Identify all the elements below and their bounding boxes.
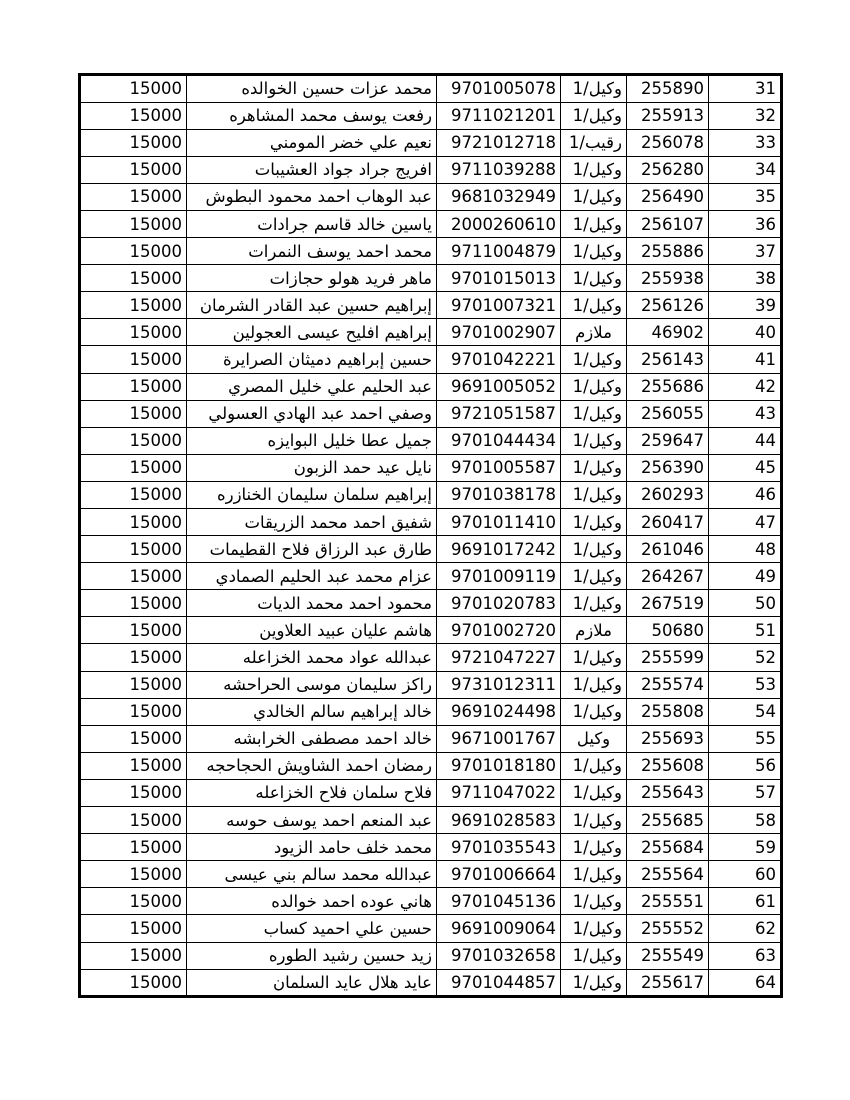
table-row (80, 969, 782, 997)
national-id-cell: 9701044434 (437, 427, 561, 454)
table-row (80, 454, 782, 481)
military-number-cell: 259647 (627, 427, 709, 454)
table-row (80, 671, 782, 698)
full-name-cell: شفيق احمد محمد الزريقات (187, 509, 437, 536)
rank-cell: وكيل/1 (561, 509, 627, 536)
full-name-cell: حسين علي احميد كساب (187, 915, 437, 942)
amount-cell: 15000 (80, 238, 187, 265)
full-name-cell: محمد احمد يوسف النمرات (187, 238, 437, 265)
full-name-cell: نايل عيد حمد الزبون (187, 454, 437, 481)
military-number-cell: 255890 (627, 75, 709, 103)
row-number-cell: 55 (709, 725, 782, 752)
table-row (80, 698, 782, 725)
amount-cell: 15000 (80, 183, 187, 210)
full-name-cell: راكز سليمان موسى الحراحشه (187, 671, 437, 698)
amount-cell: 15000 (80, 861, 187, 888)
rank-cell: وكيل/1 (561, 75, 627, 103)
military-number-cell: 255684 (627, 834, 709, 861)
row-number-cell: 59 (709, 834, 782, 861)
amount-cell: 15000 (80, 509, 187, 536)
roster-table-body (80, 75, 782, 997)
full-name-cell: ماهر فريد هولو حجازات (187, 265, 437, 292)
table-row (80, 779, 782, 806)
row-number-cell: 35 (709, 183, 782, 210)
amount-cell: 15000 (80, 752, 187, 779)
rank-cell: وكيل/1 (561, 942, 627, 969)
table-row (80, 590, 782, 617)
table-row (80, 563, 782, 590)
rank-cell: وكيل/1 (561, 915, 627, 942)
table-row (80, 509, 782, 536)
national-id-cell: 9701002907 (437, 319, 561, 346)
table-row (80, 238, 782, 265)
full-name-cell: إبراهيم حسين عبد القادر الشرمان (187, 292, 437, 319)
national-id-cell: 2000260610 (437, 210, 561, 237)
amount-cell: 15000 (80, 346, 187, 373)
national-id-cell: 9701042221 (437, 346, 561, 373)
full-name-cell: عبد الوهاب احمد محمود البطوش (187, 183, 437, 210)
full-name-cell: رفعت يوسف محمد المشاهره (187, 102, 437, 129)
amount-cell: 15000 (80, 915, 187, 942)
military-number-cell: 255564 (627, 861, 709, 888)
military-number-cell: 260417 (627, 509, 709, 536)
national-id-cell: 9671001767 (437, 725, 561, 752)
table-row (80, 617, 782, 644)
rank-cell: وكيل/1 (561, 834, 627, 861)
rank-cell: وكيل/1 (561, 969, 627, 997)
amount-cell: 15000 (80, 644, 187, 671)
full-name-cell: افريج جراد جواد العشيبات (187, 156, 437, 183)
amount-cell: 15000 (80, 834, 187, 861)
full-name-cell: ياسين خالد قاسم جرادات (187, 210, 437, 237)
full-name-cell: عزام محمد عبد الحليم الصمادي (187, 563, 437, 590)
amount-cell: 15000 (80, 888, 187, 915)
full-name-cell: عبد المنعم احمد يوسف حوسه (187, 807, 437, 834)
national-id-cell: 9701005078 (437, 75, 561, 103)
rank-cell: وكيل/1 (561, 210, 627, 237)
military-number-cell: 50680 (627, 617, 709, 644)
military-number-cell: 46902 (627, 319, 709, 346)
military-number-cell: 255551 (627, 888, 709, 915)
national-id-cell: 9691017242 (437, 536, 561, 563)
amount-cell: 15000 (80, 292, 187, 319)
table-row (80, 346, 782, 373)
military-number-cell: 267519 (627, 590, 709, 617)
table-row (80, 915, 782, 942)
military-number-cell: 256490 (627, 183, 709, 210)
table-row (80, 834, 782, 861)
amount-cell: 15000 (80, 481, 187, 508)
national-id-cell: 9711047022 (437, 779, 561, 806)
row-number-cell: 56 (709, 752, 782, 779)
row-number-cell: 41 (709, 346, 782, 373)
military-number-cell: 255552 (627, 915, 709, 942)
full-name-cell: جميل عطا خليل البوايزه (187, 427, 437, 454)
row-number-cell: 36 (709, 210, 782, 237)
rank-cell: وكيل/1 (561, 888, 627, 915)
row-number-cell: 33 (709, 129, 782, 156)
military-number-cell: 256107 (627, 210, 709, 237)
row-number-cell: 38 (709, 265, 782, 292)
military-number-cell: 255938 (627, 265, 709, 292)
full-name-cell: محمد عزات حسين الخوالده (187, 75, 437, 103)
table-row (80, 644, 782, 671)
table-row (80, 75, 782, 103)
amount-cell: 15000 (80, 454, 187, 481)
military-number-cell: 256390 (627, 454, 709, 481)
national-id-cell: 9701011410 (437, 509, 561, 536)
full-name-cell: عبدالله عواد محمد الخزاعله (187, 644, 437, 671)
amount-cell: 15000 (80, 536, 187, 563)
rank-cell: وكيل/1 (561, 292, 627, 319)
military-number-cell: 260293 (627, 481, 709, 508)
national-id-cell: 9701002720 (437, 617, 561, 644)
table-row (80, 942, 782, 969)
full-name-cell: إبراهيم افليح عيسى العجولين (187, 319, 437, 346)
rank-cell: وكيل/1 (561, 752, 627, 779)
roster-table (78, 73, 783, 998)
table-row (80, 156, 782, 183)
national-id-cell: 9691024498 (437, 698, 561, 725)
amount-cell: 15000 (80, 807, 187, 834)
table-row (80, 725, 782, 752)
table-row (80, 807, 782, 834)
national-id-cell: 9681032949 (437, 183, 561, 210)
national-id-cell: 9721047227 (437, 644, 561, 671)
military-number-cell: 255599 (627, 644, 709, 671)
rank-cell: وكيل/1 (561, 779, 627, 806)
amount-cell: 15000 (80, 156, 187, 183)
full-name-cell: محمود احمد محمد الديات (187, 590, 437, 617)
rank-cell: وكيل/1 (561, 644, 627, 671)
national-id-cell: 9701015013 (437, 265, 561, 292)
full-name-cell: عبد الحليم علي خليل المصري (187, 373, 437, 400)
full-name-cell: حسين إبراهيم دميثان الصرايرة (187, 346, 437, 373)
national-id-cell: 9701038178 (437, 481, 561, 508)
amount-cell: 15000 (80, 942, 187, 969)
amount-cell: 15000 (80, 427, 187, 454)
amount-cell: 15000 (80, 400, 187, 427)
full-name-cell: نعيم علي خضر المومني (187, 129, 437, 156)
rank-cell: وكيل/1 (561, 536, 627, 563)
table-row (80, 752, 782, 779)
rank-cell: وكيل/1 (561, 400, 627, 427)
full-name-cell: إبراهيم سلمان سليمان الخنازره (187, 481, 437, 508)
row-number-cell: 37 (709, 238, 782, 265)
military-number-cell: 256078 (627, 129, 709, 156)
military-number-cell: 261046 (627, 536, 709, 563)
full-name-cell: عبدالله محمد سالم بني عيسى (187, 861, 437, 888)
table-row (80, 427, 782, 454)
amount-cell: 15000 (80, 102, 187, 129)
row-number-cell: 64 (709, 969, 782, 997)
rank-cell: ملازم (561, 319, 627, 346)
military-number-cell: 255913 (627, 102, 709, 129)
rank-cell: وكيل/1 (561, 346, 627, 373)
rank-cell: وكيل/1 (561, 183, 627, 210)
military-number-cell: 255808 (627, 698, 709, 725)
table-row (80, 129, 782, 156)
full-name-cell: محمد خلف حامد الزيود (187, 834, 437, 861)
military-number-cell: 255693 (627, 725, 709, 752)
full-name-cell: فلاح سلمان فلاح الخزاعله (187, 779, 437, 806)
row-number-cell: 53 (709, 671, 782, 698)
national-id-cell: 9701009119 (437, 563, 561, 590)
row-number-cell: 32 (709, 102, 782, 129)
military-number-cell: 255608 (627, 752, 709, 779)
amount-cell: 15000 (80, 725, 187, 752)
row-number-cell: 34 (709, 156, 782, 183)
full-name-cell: خالد احمد مصطفى الخرابشه (187, 725, 437, 752)
amount-cell: 15000 (80, 969, 187, 997)
full-name-cell: زيد حسين رشيد الطوره (187, 942, 437, 969)
rank-cell: وكيل/1 (561, 156, 627, 183)
row-number-cell: 31 (709, 75, 782, 103)
amount-cell: 15000 (80, 210, 187, 237)
full-name-cell: هاشم عليان عبيد العلاوين (187, 617, 437, 644)
row-number-cell: 51 (709, 617, 782, 644)
row-number-cell: 62 (709, 915, 782, 942)
table-row (80, 888, 782, 915)
amount-cell: 15000 (80, 563, 187, 590)
row-number-cell: 63 (709, 942, 782, 969)
full-name-cell: طارق عبد الرزاق فلاح القطيمات (187, 536, 437, 563)
national-id-cell: 9721051587 (437, 400, 561, 427)
table-row (80, 183, 782, 210)
national-id-cell: 9701020783 (437, 590, 561, 617)
table-row (80, 373, 782, 400)
rank-cell: وكيل/1 (561, 373, 627, 400)
military-number-cell: 256280 (627, 156, 709, 183)
rank-cell: رقيب/1 (561, 129, 627, 156)
rank-cell: وكيل/1 (561, 807, 627, 834)
table-row (80, 400, 782, 427)
national-id-cell: 9691005052 (437, 373, 561, 400)
national-id-cell: 9701045136 (437, 888, 561, 915)
full-name-cell: وصفي احمد عبد الهادي العسولي (187, 400, 437, 427)
row-number-cell: 61 (709, 888, 782, 915)
full-name-cell: رمضان احمد الشاويش الحجاحجه (187, 752, 437, 779)
row-number-cell: 43 (709, 400, 782, 427)
row-number-cell: 39 (709, 292, 782, 319)
full-name-cell: هاني عوده احمد خوالده (187, 888, 437, 915)
national-id-cell: 9701006664 (437, 861, 561, 888)
national-id-cell: 9701018180 (437, 752, 561, 779)
row-number-cell: 57 (709, 779, 782, 806)
national-id-cell: 9721012718 (437, 129, 561, 156)
table-row (80, 861, 782, 888)
amount-cell: 15000 (80, 319, 187, 346)
row-number-cell: 45 (709, 454, 782, 481)
military-number-cell: 255574 (627, 671, 709, 698)
rank-cell: وكيل/1 (561, 102, 627, 129)
rank-cell: وكيل/1 (561, 563, 627, 590)
row-number-cell: 40 (709, 319, 782, 346)
table-row (80, 319, 782, 346)
rank-cell: وكيل/1 (561, 454, 627, 481)
rank-cell: وكيل/1 (561, 590, 627, 617)
military-number-cell: 255549 (627, 942, 709, 969)
row-number-cell: 54 (709, 698, 782, 725)
military-number-cell: 255617 (627, 969, 709, 997)
national-id-cell: 9701044857 (437, 969, 561, 997)
military-number-cell: 256126 (627, 292, 709, 319)
rank-cell: وكيل/1 (561, 861, 627, 888)
row-number-cell: 46 (709, 481, 782, 508)
full-name-cell: خالد إبراهيم سالم الخالدي (187, 698, 437, 725)
national-id-cell: 9701007321 (437, 292, 561, 319)
amount-cell: 15000 (80, 617, 187, 644)
table-row (80, 481, 782, 508)
amount-cell: 15000 (80, 671, 187, 698)
table-row (80, 102, 782, 129)
amount-cell: 15000 (80, 129, 187, 156)
military-number-cell: 255686 (627, 373, 709, 400)
row-number-cell: 50 (709, 590, 782, 617)
national-id-cell: 9731012311 (437, 671, 561, 698)
military-number-cell: 255685 (627, 807, 709, 834)
row-number-cell: 44 (709, 427, 782, 454)
rank-cell: وكيل/1 (561, 265, 627, 292)
rank-cell: وكيل/1 (561, 698, 627, 725)
rank-cell: ملازم (561, 617, 627, 644)
table-row (80, 265, 782, 292)
national-id-cell: 9711039288 (437, 156, 561, 183)
national-id-cell: 9701005587 (437, 454, 561, 481)
row-number-cell: 49 (709, 563, 782, 590)
table-row (80, 292, 782, 319)
row-number-cell: 52 (709, 644, 782, 671)
amount-cell: 15000 (80, 779, 187, 806)
amount-cell: 15000 (80, 590, 187, 617)
national-id-cell: 9691009064 (437, 915, 561, 942)
full-name-cell: عايد هلال عايد السلمان (187, 969, 437, 997)
amount-cell: 15000 (80, 75, 187, 103)
military-number-cell: 256055 (627, 400, 709, 427)
rank-cell: وكيل (561, 725, 627, 752)
rank-cell: وكيل/1 (561, 481, 627, 508)
national-id-cell: 9701035543 (437, 834, 561, 861)
rank-cell: وكيل/1 (561, 427, 627, 454)
table-row (80, 210, 782, 237)
row-number-cell: 42 (709, 373, 782, 400)
row-number-cell: 58 (709, 807, 782, 834)
national-id-cell: 9691028583 (437, 807, 561, 834)
national-id-cell: 9701032658 (437, 942, 561, 969)
amount-cell: 15000 (80, 698, 187, 725)
military-number-cell: 264267 (627, 563, 709, 590)
rank-cell: وكيل/1 (561, 238, 627, 265)
table-row (80, 536, 782, 563)
military-number-cell: 255643 (627, 779, 709, 806)
row-number-cell: 47 (709, 509, 782, 536)
row-number-cell: 48 (709, 536, 782, 563)
rank-cell: وكيل/1 (561, 671, 627, 698)
national-id-cell: 9711021201 (437, 102, 561, 129)
row-number-cell: 60 (709, 861, 782, 888)
national-id-cell: 9711004879 (437, 238, 561, 265)
amount-cell: 15000 (80, 373, 187, 400)
amount-cell: 15000 (80, 265, 187, 292)
military-number-cell: 256143 (627, 346, 709, 373)
military-number-cell: 255886 (627, 238, 709, 265)
